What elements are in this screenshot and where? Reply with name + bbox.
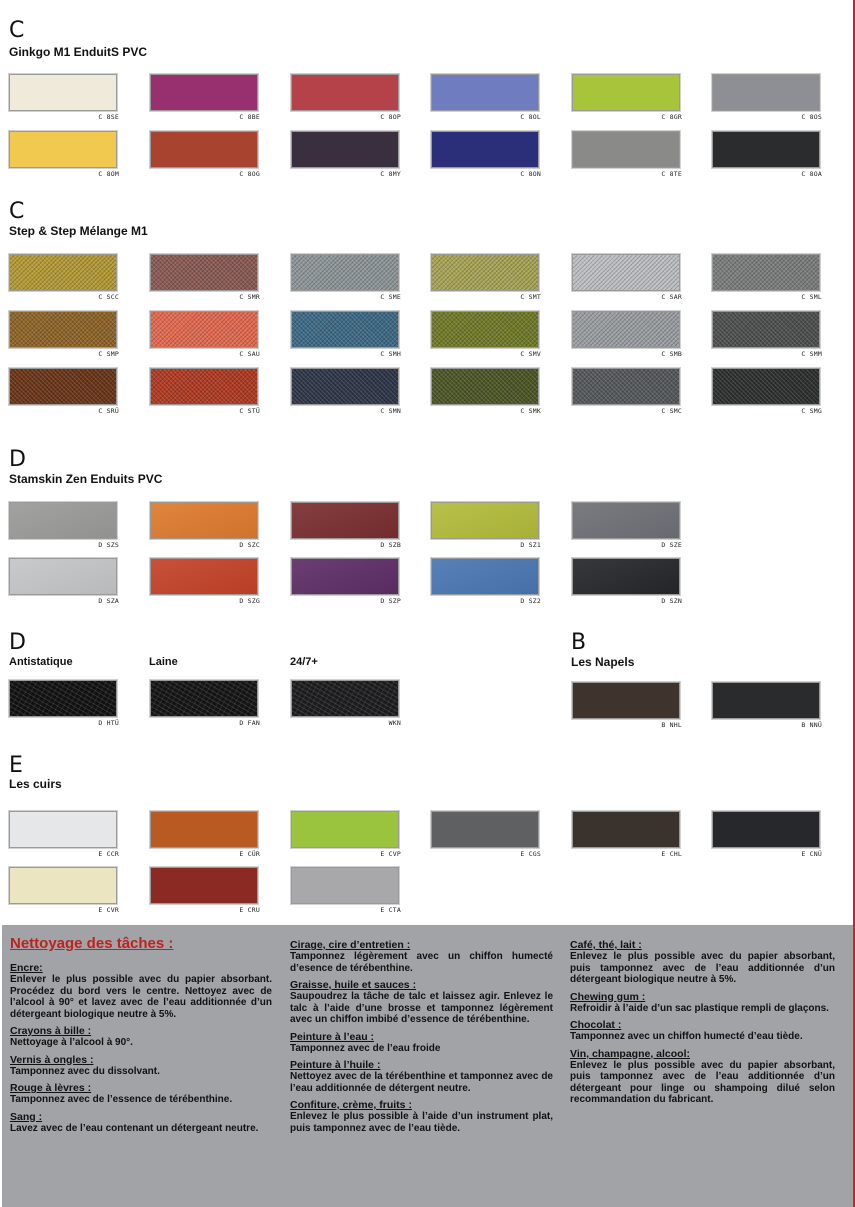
color-swatch [431,131,539,168]
swatch-code: C SMK [520,407,541,415]
color-swatch [572,254,680,291]
group-title-24-7: 24/7+ [290,656,318,668]
color-swatch [572,368,680,405]
color-swatch [291,811,399,848]
swatch-code: C 8OG [239,170,260,178]
swatch-code: E CVP [380,850,401,858]
swatch-code: C SML [801,293,822,301]
color-swatch [572,682,680,719]
stain-heading: Cirage, cire d’entretien : [290,939,411,951]
grade-letter: D [9,630,26,655]
swatch-code: D SZG [239,597,260,605]
stain-heading: Vin, champagne, alcool: [570,1047,691,1060]
swatch-code: C 8OL [520,113,541,121]
color-swatch [572,131,680,168]
stain-heading: Chewing gum : [570,990,646,1003]
color-swatch [572,74,680,111]
color-swatch [291,368,399,405]
swatch-code: D SZP [380,597,401,605]
swatch-code: D SZN [661,597,682,605]
color-swatch [712,311,820,348]
stain-heading: Peinture à l’huile : [290,1059,381,1071]
grade-letter: C [9,18,25,43]
cleaning-column-3 [570,935,835,1111]
section-title: Step & Step Mélange M1 [9,224,148,238]
swatch-code: D SZC [239,541,260,549]
swatch-code: C 8SE [98,113,119,121]
stain-instructions: Nettoyez avec de la térébenthine et tamponnez avec de l’eau additionnée de détergent neutre. [290,1071,553,1094]
color-swatch [431,368,539,405]
cleaning-column-2 [290,935,553,1139]
color-swatch [572,811,680,848]
color-swatch [712,811,820,848]
swatch-code: C 8MY [380,170,401,178]
color-swatch [712,131,820,168]
swatch-code: C 8OP [380,113,401,121]
stain-instructions: Lavez avec de l’eau contenant un détergeant neutre. [10,1122,259,1134]
swatch-code: C SMH [380,350,401,358]
swatch-code: C SMN [380,407,401,415]
stain-heading: Sang : [10,1110,43,1123]
color-swatch [9,680,117,717]
swatch-code: C SMR [239,293,260,301]
color-swatch [431,254,539,291]
swatch-code: E CHL [661,850,682,858]
stain-heading: Graisse, huile et sauces : [290,979,417,991]
color-swatch [431,74,539,111]
stain-heading: Peinture à l’eau : [290,1030,375,1043]
swatch-code: WKN [388,719,401,727]
group-title-laine: Laine [149,656,178,668]
group-title-napels: Les Napels [571,655,635,669]
swatch-code: D SZA [98,597,119,605]
swatch-code: B NNÜ [801,721,822,729]
color-swatch [431,502,539,539]
swatch-code: C 8GR [661,113,682,121]
color-swatch [291,680,399,717]
color-swatch [150,558,258,595]
color-swatch [431,311,539,348]
stain-instructions: Enlevez le plus possible à l’aide d’un instrument plat, puis tamponnez avec de l’eau tiède. [290,1111,553,1134]
color-swatch [150,368,258,405]
swatch-code: C 8BE [239,113,260,121]
swatch-code: C SAR [661,293,682,301]
color-swatch [431,558,539,595]
swatch-code: C 8OA [801,170,822,178]
stain-heading: Vernis à ongles : [10,1053,94,1066]
color-swatch [291,254,399,291]
swatch-code: C SRÜ [98,407,119,415]
group-title-antistatique: Antistatique [9,656,73,668]
swatch-code: D SZE [661,541,682,549]
color-swatch [9,811,117,848]
color-swatch [291,311,399,348]
grade-letter: D [9,447,26,472]
color-swatch [712,368,820,405]
swatch-code: C SMG [801,407,822,415]
color-swatch [150,680,258,717]
color-swatch [291,867,399,904]
swatch-code: E CTA [380,906,401,914]
color-swatch [9,867,117,904]
swatch-code: C SAU [239,350,260,358]
color-swatch [9,311,117,348]
color-swatch [712,254,820,291]
stain-instructions: Tamponnez légèrement avec un chiffon humecté d’esence de térébenthine. [290,951,553,974]
stain-instructions: Tamponnez avec un chiffon humecté d’eau tiède. [570,1031,803,1042]
color-swatch [9,74,117,111]
swatch-code: D SZ2 [520,597,541,605]
color-swatch [291,502,399,539]
swatch-code: C SMC [661,407,682,415]
color-swatch [150,311,258,348]
swatch-code: C STÜ [239,407,260,415]
swatch-code: D SZB [380,541,401,549]
color-swatch [150,811,258,848]
swatch-code: C SME [380,293,401,301]
cleaning-column-1 [10,935,272,1139]
swatch-code: C SMV [520,350,541,358]
stain-heading: Crayons à bille : [10,1025,92,1037]
swatch-code: C SMP [98,350,119,358]
swatch-code: C 8OS [801,113,822,121]
color-swatch [9,254,117,291]
section-title: Les cuirs [9,777,62,791]
stain-instructions: Tamponnez avec du dissolvant. [10,1065,160,1077]
color-swatch [9,502,117,539]
swatch-code: E CRU [239,906,260,914]
color-swatch [291,131,399,168]
grade-letter: E [9,753,23,778]
swatch-code: D SZS [98,541,119,549]
swatch-code: E CGS [520,850,541,858]
swatch-code: C 8OM [98,170,119,178]
stain-instructions: Enlevez le plus possible avec du papier absorbant, puis tamponnez avec de l’eau additionnée d’un détergeant biologique neutre à 5%. [570,951,835,985]
cleaning-panel [2,925,853,1207]
swatch-code: E CCR [98,850,119,858]
swatch-code: E CNÜ [801,850,822,858]
color-swatch [572,311,680,348]
swatch-code: C SCC [98,293,119,301]
stain-instructions: Saupoudrez la tâche de talc et laissez agir. Enlevez le talc à l’aide d’une brosse et tamponnez légèrement avec un chiffon imbibé d’essence de térébenthine. [290,991,553,1025]
color-swatch [431,811,539,848]
swatch-code: D SZ1 [520,541,541,549]
color-swatch [150,74,258,111]
color-swatch [9,368,117,405]
color-swatch [150,131,258,168]
grade-letter: B [571,630,587,655]
color-swatch [150,502,258,539]
swatch-code: D HTÜ [98,719,119,727]
stain-instructions: Refroidir à l’aide d’un sac plastique rempli de glaçons. [570,1002,829,1014]
stain-instructions: Enlevez le plus possible avec du papier absorbant, puis tamponnez avec de l’eau additionnée d’un détergeant pour linge ou shampoing dilué selon recommandation du fabricant. [570,1059,835,1105]
color-swatch [150,254,258,291]
stain-instructions: Enlever le plus possible avec du papier absorbant. Procédez du bord vers le centre. Nettoyez avec de l’alcool à 90° et lavez avec de l’eau additionnée d’un détergeant biologique neutre à 5%. [10,974,272,1020]
color-swatch [291,558,399,595]
swatch-code: C SMT [520,293,541,301]
stain-heading: Chocolat : [570,1019,622,1031]
stain-instructions: Tamponnez avec de l’eau froide [290,1042,441,1054]
grade-letter: C [9,199,25,224]
color-swatch [150,867,258,904]
swatch-code: E CVR [98,906,119,914]
color-swatch [712,682,820,719]
swatch-code: C SMB [661,350,682,358]
color-swatch [572,502,680,539]
color-swatch [291,74,399,111]
stain-heading: Encre: [10,962,43,974]
stain-heading: Rouge à lèvres : [10,1082,92,1094]
swatch-code: E CÜR [239,850,260,858]
color-swatch [9,131,117,168]
swatch-code: C 8TE [661,170,682,178]
stain-instructions: Nettoyage à l’alcool à 90°. [10,1037,133,1048]
stain-instructions: Tamponnez avec de l’essence de térébenthine. [10,1094,233,1105]
section-title: Stamskin Zen Enduits PVC [9,472,163,486]
swatch-code: B NHL [661,721,682,729]
cleaning-title: Nettoyage des tâches : [10,935,174,952]
stain-heading: Café, thé, lait : [570,939,642,951]
stain-heading: Confiture, crème, fruits : [290,1099,412,1111]
section-title: Ginkgo M1 EnduitS PVC [9,45,148,59]
swatch-code: C SMM [801,350,822,358]
color-swatch [572,558,680,595]
color-swatch [9,558,117,595]
swatch-code: D FAN [239,719,260,727]
color-swatch [712,74,820,111]
swatch-code: C 8ON [520,170,541,178]
